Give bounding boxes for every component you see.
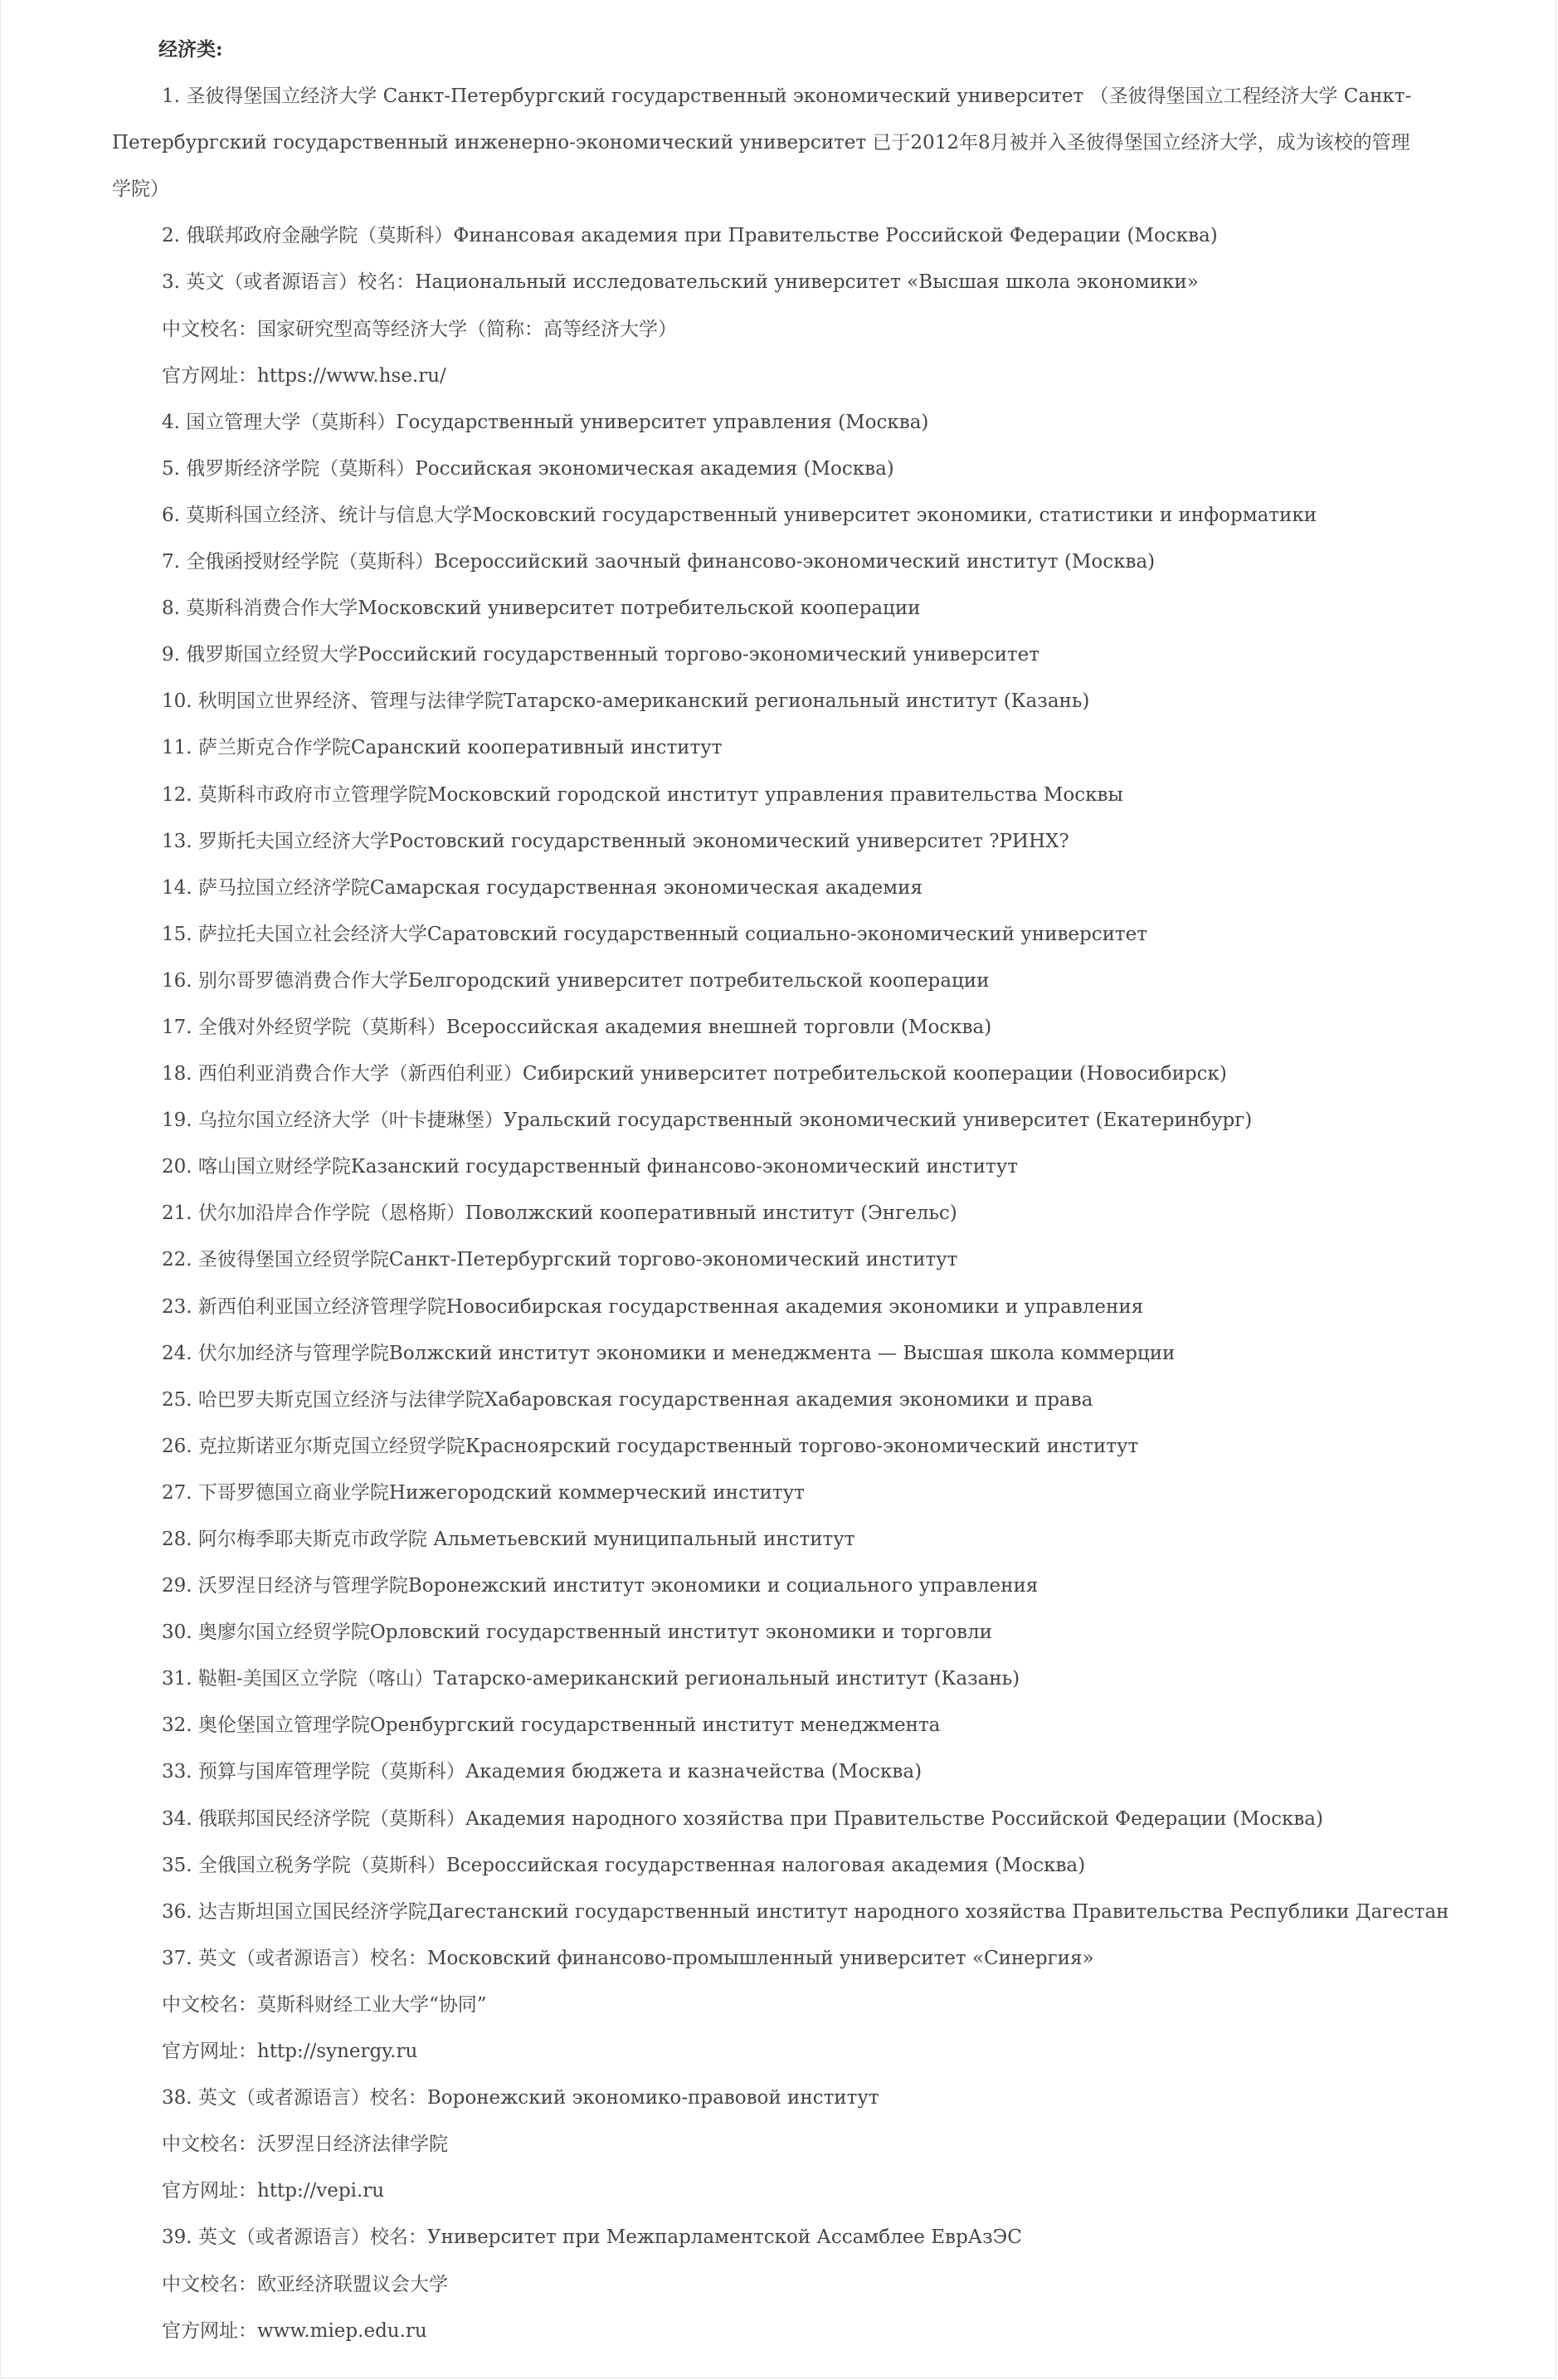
list-item-8: 8. 莫斯科消费合作大学Московский университет потребительской кооперации xyxy=(162,597,921,620)
list-item-17: 17. 全俄对外经贸学院（莫斯科）Всероссийская академия внешней торговли (Москва) xyxy=(162,1016,992,1038)
list-item-23: 23. 新西伯利亚国立经济管理学院Новосибирская государственная академия экономики и управления xyxy=(162,1295,1144,1318)
chinese-name-3: 中文校名：国家研究型高等经济大学（简称：高等经济大学） xyxy=(162,318,677,340)
list-item-34: 34. 俄联邦国民经济学院（莫斯科）Академия народного хозяйства при Правительстве Российской Федерации (Москва) xyxy=(162,1807,1323,1830)
list-item-13: 13. 罗斯托夫国立经济大学Ростовский государственный экономический университет ?РИНХ? xyxy=(162,830,1069,852)
website-38: 官方网址：http://vepi.ru xyxy=(162,2180,385,2202)
list-item-38: 38. 英文（或者源语言）校名：Воронежский экономико-правовой институт xyxy=(162,2087,879,2109)
list-item-22: 22. 圣彼得堡国立经贸学院Санкт-Петербургский торгово-экономический институт xyxy=(162,1249,958,1271)
website-39: 官方网址：www.miep.edu.ru xyxy=(162,2319,427,2342)
list-item-31: 31. 鞑靼-美国区立学院（喀山）Татарско-американский региональный институт (Казань) xyxy=(162,1668,1020,1690)
list-item-27: 27. 下哥罗德国立商业学院Нижегородский коммерческий институт xyxy=(162,1481,805,1504)
website-3: 官方网址：https://www.hse.ru/ xyxy=(162,364,446,387)
list-item-6: 6. 莫斯科国立经济、统计与信息大学Московский государственный университет экономики, статистики и информатики xyxy=(162,504,1317,526)
chinese-name-39: 中文校名：欧亚经济联盟议会大学 xyxy=(162,2273,448,2295)
list-item-text: 1. 圣彼得堡国立经济大学 Санкт-Петербургский государственный экономический университет （圣彼得堡国立工程经济大学 Санкт-Петербургский государственный инженерно-экономический университет 已于2012年8月被并入圣彼得堡国立经济大学，成为该校的管理学院） xyxy=(112,85,1412,201)
list-item-1 xyxy=(1,73,1558,212)
list-item-16: 16. 别尔哥罗德消费合作大学Белгородский университет потребительской кооперации xyxy=(162,969,990,992)
list-item-28: 28. 阿尔梅季耶夫斯克市政学院 Альметьевский муниципальный институт xyxy=(162,1529,855,1550)
list-item-7: 7. 全俄函授财经学院（莫斯科）Всероссийский заочный финансово-экономический институт (Москва) xyxy=(162,551,1156,573)
list-item-19: 19. 乌拉尔国立经济大学（叶卡捷琳堡）Уральский государственный экономический университет (Екатеринбург) xyxy=(162,1110,1253,1132)
list-item-26: 26. 克拉斯诺亚尔斯克国立经贸学院Красноярский государственный торгово-экономический институт xyxy=(162,1435,1139,1457)
list-item-12: 12. 莫斯科市政府市立管理学院Московский городской институт управления правительства Москвы xyxy=(162,783,1123,806)
list-item-39: 39. 英文（或者源语言）校名：Университет при Межпарламентской Ассамблее ЕврАзЭС xyxy=(162,2226,1022,2249)
list-item-11: 11. 萨兰斯克合作学院Саранский кооперативный институт xyxy=(162,737,723,759)
list-item-21: 21. 伏尔加沿岸合作学院（恩格斯）Поволжский кооперативный институт (Энгельс) xyxy=(162,1202,957,1225)
article-content xyxy=(1,27,1558,2354)
list-item-15: 15. 萨拉托夫国立社会经济大学Саратовский государственный социально-экономический университет xyxy=(162,923,1147,945)
list-item-18: 18. 西伯利亚消费合作大学（新西伯利亚）Сибирский университет потребительской кооперации (Новосибирск) xyxy=(162,1063,1227,1085)
list-item-36: 36. 达吉斯坦国立国民经济学院Дагестанский государственный институт народного хозяйства Правительства Республики Дагестан xyxy=(162,1900,1449,1923)
list-item-2: 2. 俄联邦政府金融学院（莫斯科）Финансовая академия при Правительстве Российской Федерации (Москва) xyxy=(162,225,1218,247)
list-item-24: 24. 伏尔加经济与管理学院Волжский институт экономики и менеджмента — Высшая школа коммерции xyxy=(162,1342,1176,1364)
list-item-4: 4. 国立管理大学（莫斯科）Государственный университет управления (Москва) xyxy=(162,411,929,433)
list-item-29: 29. 沃罗涅日经济与管理学院Воронежский институт экономики и социального управления xyxy=(162,1575,1039,1597)
list-item-32: 32. 奥伦堡国立管理学院Оренбургский государственный институт менеджмента xyxy=(162,1714,941,1737)
list-item-14: 14. 萨马拉国立经济学院Самарская государственная экономическая академия xyxy=(162,876,923,899)
list-item-30: 30. 奥廖尔国立经贸学院Орловский государственный институт экономики и торговли xyxy=(162,1622,992,1644)
list-item-35: 35. 全俄国立税务学院（莫斯科）Всероссийская государственная налоговая академия (Москва) xyxy=(162,1854,1086,1876)
list-item-9: 9. 俄罗斯国立经贸大学Российский государственный торгово-экономический университет xyxy=(162,644,1039,666)
list-item-33: 33. 预算与国库管理学院（莫斯科）Академия бюджета и казначейства (Москва) xyxy=(162,1761,923,1783)
list-item-37: 37. 英文（或者源语言）校名：Московский финансово-промышленный университет «Синергия» xyxy=(162,1947,1094,1969)
list-item-20: 20. 喀山国立财经学院Казанский государственный финансово-экономический институт xyxy=(162,1156,1019,1178)
website-37: 官方网址：http://synergy.ru xyxy=(162,2041,418,2063)
list-item-5: 5. 俄罗斯经济学院（莫斯科）Российская экономическая академия (Москва) xyxy=(162,457,894,480)
list-item-25: 25. 哈巴罗夫斯克国立经济与法律学院Хабаровская государственная академия экономики и права xyxy=(162,1388,1093,1411)
list-item-3: 3. 英文（或者源语言）校名：Национальный исследовательский университет «Высшая школа экономики» xyxy=(162,271,1199,294)
chinese-name-38: 中文校名：沃罗涅日经济法律学院 xyxy=(162,2134,448,2156)
chinese-name-37: 中文校名：莫斯科财经工业大学“协同” xyxy=(162,1993,487,2016)
section-title: 经济类: xyxy=(158,38,223,61)
list-item-10: 10. 秋明国立世界经济、管理与法律学院Татарско-американский региональный институт (Казань) xyxy=(162,690,1090,713)
